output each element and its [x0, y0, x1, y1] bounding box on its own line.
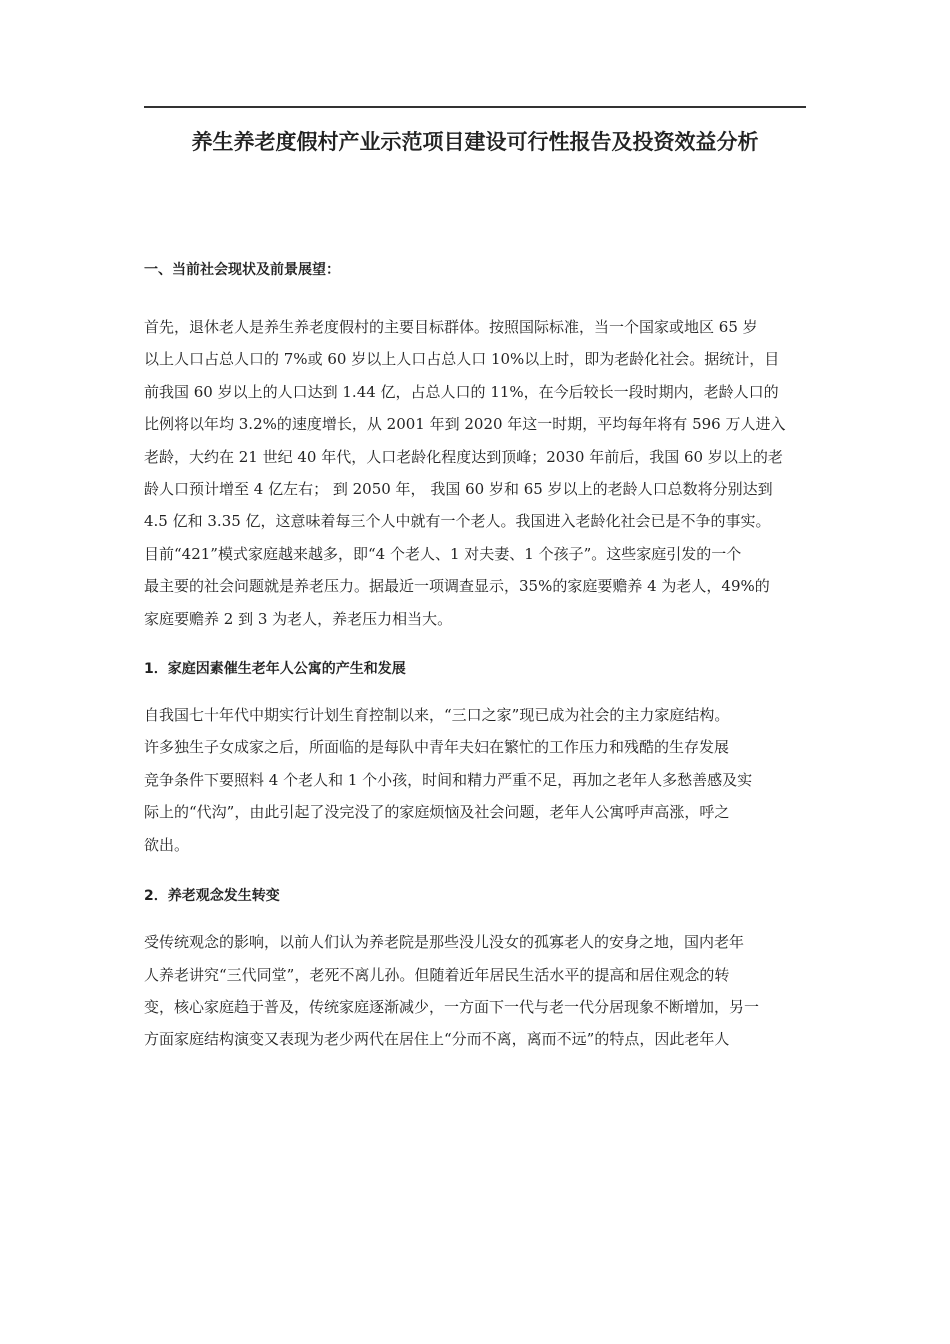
paragraph-line: 目前“421”模式家庭越来越多，即“4 个老人、1 对夫妻、1 个孩子”。这些家庭引发的一个 — [144, 544, 742, 563]
document-body — [144, 256, 808, 1056]
paragraph-line: 前我国 60 岁以上的人口达到 1.44 亿，占总人口的 11%，在今后较长一段时期内，老龄人口的 — [144, 382, 779, 401]
paragraph-line: 龄人口预计增至 4 亿左右； 到 2050 年， 我国 60 岁和 65 岁以上的老龄人口总数将分别达到 — [144, 480, 773, 499]
paragraph-line: 竞争条件下要照料 4 个老人和 1 个小孩，时间和精力严重不足，再加之老年人多愁善感及实 — [144, 770, 753, 789]
section-paragraph — [144, 699, 808, 861]
paragraph-line: 以上人口占总人口的 7%或 60 岁以上人口占总人口 10%以上时，即为老龄化社会。据统计，目 — [144, 350, 780, 369]
paragraph-line: 许多独生子女成家之后，所面临的是每队中青年夫妇在繁忙的工作压力和残酷的生存发展 — [144, 738, 730, 757]
header-rule — [144, 106, 806, 108]
paragraph-line: 4.5 亿和 3.35 亿，这意味着每三个人中就有一个老人。我国进入老龄化社会已是不争的事实。 — [144, 512, 771, 531]
section-paragraph — [144, 311, 808, 635]
paragraph-line: 欲出。 — [144, 835, 190, 854]
section-heading: 2．养老观念发生转变 — [144, 888, 280, 905]
paragraph-line: 最主要的社会问题就是养老压力。据最近一项调查显示，35%的家庭要赡养 4 为老人，49%的 — [144, 577, 770, 596]
paragraph-line: 比例将以年均 3.2%的速度增长，从 2001 年到 2020 年这一时期，平均每年将有 596 万人进入 — [144, 415, 786, 434]
paragraph-line: 际上的“代沟”，由此引起了没完没了的家庭烦恼及社会问题，老年人公寓呼声高涨，呼之 — [144, 803, 730, 822]
paragraph-line: 方面家庭结构演变又表现为老少两代在居住上“分而不离，离而不远”的特点，因此老年人 — [144, 1030, 730, 1049]
paragraph-line: 人养老讲究“三代同堂”，老死不离儿孙。但随着近年居民生活水平的提高和居住观念的转 — [144, 965, 730, 984]
paragraph-line: 变，核心家庭趋于普及，传统家庭逐渐减少，一方面下一代与老一代分居现象不断增加，另一 — [144, 997, 760, 1016]
paragraph-line: 家庭要赡养 2 到 3 为老人，养老压力相当大。 — [144, 609, 453, 628]
paragraph-line: 受传统观念的影响，以前人们认为养老院是那些没儿没女的孤寡老人的安身之地，国内老年 — [144, 933, 745, 952]
paragraph-line: 自我国七十年代中期实行计划生育控制以来，“三口之家”现已成为社会的主力家庭结构。 — [144, 706, 730, 725]
paragraph-line: 老龄，大约在 21 世纪 40 年代，人口老龄化程度达到顶峰；2030 年前后，我国 60 岁以上的老 — [144, 447, 783, 466]
section-heading: 1．家庭因素催生老年人公寓的产生和发展 — [144, 661, 406, 678]
section-paragraph — [144, 926, 808, 1056]
document-title: 养生养老度假村产业示范项目建设可行性报告及投资效益分析 — [191, 130, 759, 154]
section-heading: 一、当前社会现状及前景展望： — [144, 262, 340, 278]
paragraph-line: 首先，退休老人是养生养老度假村的主要目标群体。按照国际标准，当一个国家或地区 65 岁 — [144, 318, 758, 336]
